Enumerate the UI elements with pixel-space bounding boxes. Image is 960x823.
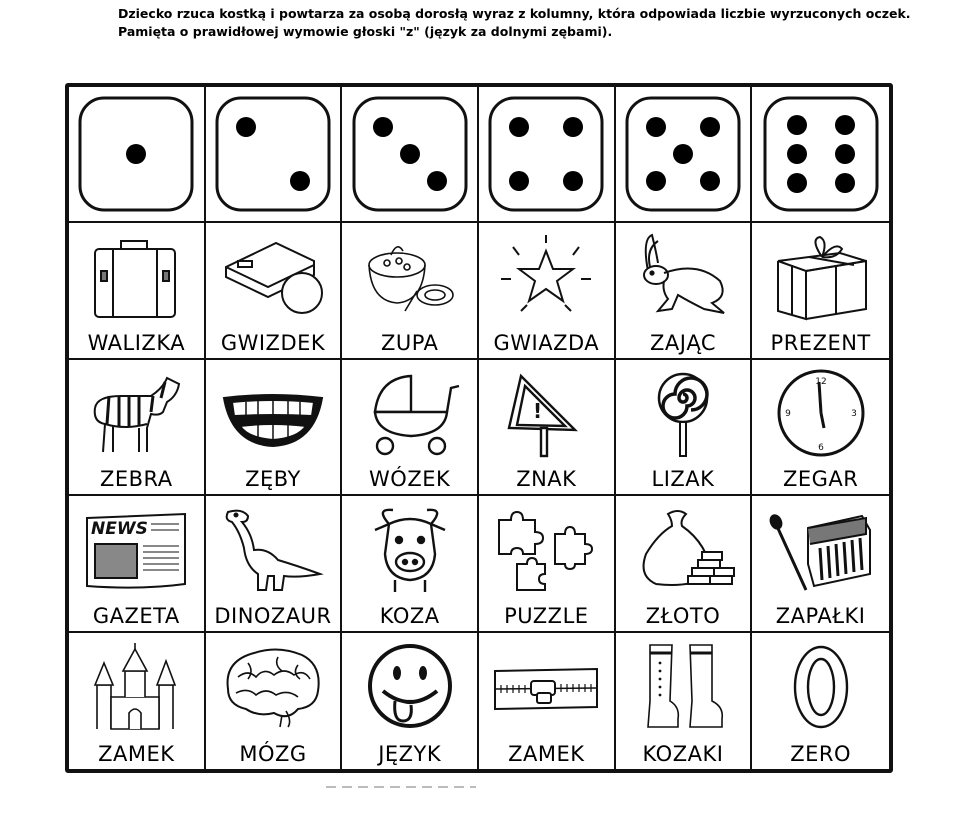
dice-word-board [65,83,893,773]
svg-text:!: ! [533,398,543,423]
brain-icon [218,641,328,731]
die-2 [206,87,343,223]
castle-icon [81,641,191,731]
word-label: ZUPA [380,330,439,355]
newspaper-icon [81,504,191,594]
word-card [616,633,753,769]
word-card [206,633,343,769]
die-face-six-icon [762,95,880,213]
word-card [342,633,479,769]
word-label: ZEBRA [99,467,173,492]
word-label: WÓZEK [369,467,451,492]
die-face-four-icon [487,95,605,213]
word-card [206,360,343,496]
word-card [206,223,343,359]
word-card [206,496,343,632]
lollipop-icon [628,368,738,458]
word-label: PREZENT [770,330,871,355]
goat-icon [355,504,465,594]
die-5 [616,87,753,223]
word-card [69,360,206,496]
word-card [69,633,206,769]
die-6 [752,87,889,223]
die-face-one-icon [77,95,195,213]
word-label: JĘZYK [378,741,442,766]
instruction-line-2: Pamięta o prawidłowej wymowie głoski "z" (język za dolnymi zębami). [118,24,613,39]
word-card [479,496,616,632]
word-card [616,360,753,496]
word-card [752,223,889,359]
die-face-three-icon [351,95,469,213]
clock-number: 9 [784,408,791,419]
word-label: GWIAZDA [493,330,600,355]
word-label: ZŁOTO [645,603,721,628]
word-label: LIZAK [651,467,715,492]
word-label: ZNAK [516,467,577,492]
word-card [752,496,889,632]
word-card [342,360,479,496]
word-card [342,496,479,632]
word-label: DINOZAUR [214,603,332,628]
boots-icon [628,641,738,731]
word-card [479,223,616,359]
word-label: ZEGAR [782,467,859,492]
hare-icon [628,231,738,321]
word-label: MÓZG [239,741,307,766]
word-card [752,633,889,769]
word-card [752,360,889,496]
word-label: WALIZKA [87,330,186,355]
word-card [69,223,206,359]
star-icon [491,231,601,321]
gold-icon [628,504,738,594]
puzzle-icon [491,504,601,594]
teeth-icon [218,368,328,458]
zipper-icon [491,641,601,731]
word-label: KOZA [379,603,440,628]
dinosaur-icon [218,504,328,594]
pram-icon [355,368,465,458]
word-label: ZĘBY [245,467,301,492]
warning-sign-icon [491,368,601,458]
word-label: ZAPAŁKI [775,603,866,628]
word-label: GWIZDEK [220,330,326,355]
word-label: ZAMEK [508,741,585,766]
word-label: ZAJĄC [649,330,717,355]
page-shadow-divider [326,784,476,790]
word-label: KOZAKI [642,741,724,766]
die-4 [479,87,616,223]
die-face-five-icon [624,95,742,213]
matches-icon [766,504,876,594]
zero-icon [766,641,876,731]
soup-icon [355,231,465,321]
instructions [118,5,938,41]
suitcase-icon [81,231,191,321]
clock-number: 6 [817,442,824,453]
word-label: ZERO [790,741,852,766]
word-label: ZAMEK [98,741,175,766]
word-card [479,360,616,496]
newspaper-title: NEWS [91,519,149,540]
clock-number: 3 [850,408,857,419]
word-label: GAZETA [92,603,180,628]
word-card [69,496,206,632]
die-3 [342,87,479,223]
gift-icon [766,231,876,321]
die-1 [69,87,206,223]
whistle-icon [218,231,328,321]
word-card [342,223,479,359]
instruction-line-1: Dziecko rzuca kostką i powtarza za osobą dorosłą wyraz z kolumny, która odpowiada liczbie wyrzuconych oczek. [118,6,911,21]
word-card [616,496,753,632]
tongue-face-icon [355,641,465,731]
word-card [616,223,753,359]
zebra-icon [81,368,191,458]
clock-number: 12 [814,376,827,387]
word-label: PUZZLE [504,603,589,628]
word-card [479,633,616,769]
clock-icon [766,368,876,458]
die-face-two-icon [214,95,332,213]
